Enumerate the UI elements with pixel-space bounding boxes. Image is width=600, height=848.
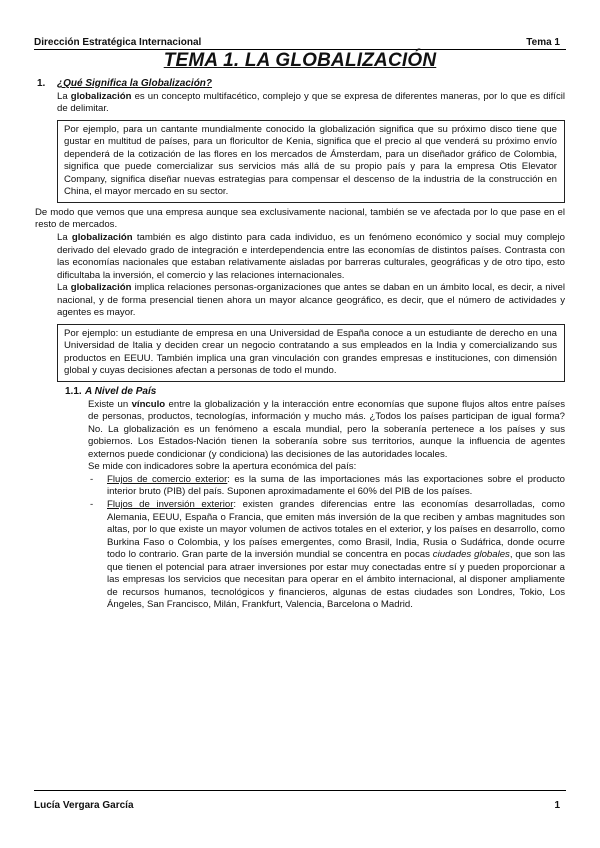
subsection-number: 1.1.: [65, 386, 82, 398]
indicator-list: [88, 474, 565, 612]
bold-term: globalización: [70, 90, 132, 102]
subsection-title: A Nivel de País: [85, 386, 157, 398]
paragraph-definition: La globalización es un concepto multifacético, complejo y que se expresa de diferentes maneras, por lo que es difícil de delimitar.: [57, 90, 566, 115]
list-item: - Flujos de comercio exterior: es la suma de las importaciones más las exportaciones sobre el producto interior bruto (PIB) del país. Suponen aproximadamente el 60% del PIB de los países.: [90, 473, 565, 498]
subsection-heading-1-1: [35, 386, 565, 399]
bold-term: globalización: [71, 232, 133, 244]
list-term: Flujos de comercio exterior: [107, 473, 228, 485]
section-heading-1: [35, 78, 565, 91]
footer-divider: [34, 790, 566, 791]
section-title: ¿Qué Significa la Globalización?: [57, 78, 213, 89]
bold-term: globalización: [70, 282, 132, 294]
document-body: [35, 78, 565, 612]
example-box-1: Por ejemplo, para un cantante mundialmente conocido la globalización significa que su próximo disco tiene que gustar en multitud de países, para un floricultor de Kenia, significa que el precio al que venderá su próximo envío dependerá de la cotización de las flores en los mercados de Ámsterdam, para un diseñador gráfico de Colombia, significa que puede comercializar sus servicios más allá de su propio país y para la empresa Otis Elevator Company, significa diseñar nuevas estrategias para compensar el descenso de la industria de la construcción en China, el mayor mercado en su sector.: [57, 120, 565, 203]
dash-bullet: -: [90, 473, 94, 485]
list-item: - Flujos de inversión exterior: existen grandes diferencias entre las economías desarrolladas, como Alemania, EEUU, España o Francia, que emiten más inversión de la que reciben y ambas magnitudes son altas, por lo que existe un mayor volumen de activos totales en el exterior, y los países en desarrollo, como Burkina Faso o Colombia, y los países emergentes, como Brasil, India, Rusia o Sudáfrica, donde ocurre todo lo contrario. Gran parte de la inversión mundial se concentra en pocas ciudades globales, que son las que tienen el potencial para atraer inversiones por estar muy conectadas entre sí y pueden proporcionar a las empresas los servicios que necesitan para operar en el ámbito internacional, al disponer ampliamente de recursos humanos, tecnológicos y financieros, algunas de estas ciudades son Londres, Tokio, Los Ángeles, San Francisco, Milán, Frankfurt, Valencia, Barcelona o Madrid.: [90, 498, 565, 611]
paragraph-indicators-intro: Se mide con indicadores sobre la apertura económica del país:: [88, 461, 357, 473]
bold-term: vínculo: [131, 398, 166, 410]
dash-bullet: -: [90, 498, 94, 510]
paragraph-national-company: De modo que vemos que una empresa aunque sea exclusivamente nacional, también se ve afectada por lo que pase en el resto de mercados.: [35, 206, 565, 231]
paragraph-link: Existe un vínculo entre la globalización y la interacción entre economías que supone flujos altos entre países de personas, productos, tecnologías, información y mucho más. ¿Todos los países participan de igual forma? No. La globalización es un fenómeno a escala mundial, pero la soberanía pertenece a los países y sus gobiernos. Los Estados-Nación tienen la soberanía sobre sus territorios, aunque la influencia de agentes externos puede condicionar (y condiciona) las decisiones de las autoridades locales.: [88, 398, 565, 460]
page-number: 1: [554, 800, 560, 811]
paragraph-relations: La globalización implica relaciones personas-organizaciones que antes se daban en un ámbito local, es decir, a nivel nacional, y de forma presencial tienen ahora un mayor alcance geográfico, es decir, que el número de actividades y agentes es mayor.: [57, 282, 565, 319]
page-title: TEMA 1. LA GLOBALIZACIÓN: [163, 50, 437, 71]
header-unit-label: Tema 1: [526, 37, 560, 48]
example-box-2: Por ejemplo: un estudiante de empresa en una Universidad de España conoce a un estudiante de derecho en una Universidad de Italia y deciden crear un negocio contratando a sus empleados en la India y comercializando sus productos en EEUU. También implica una gran vinculación con grandes empresas e instituciones, con dimensión global y cuyas decisiones afectan a personas de todo el mundo.: [57, 324, 565, 382]
subsection-body: [35, 399, 565, 612]
header-course-title: Dirección Estratégica Internacional: [34, 37, 202, 48]
footer-author: Lucía Vergara García: [34, 800, 134, 811]
italic-term: ciudades globales: [432, 549, 510, 561]
paragraph-phenomenon: La globalización también es algo distinto para cada individuo, es un fenómeno económico y social muy complejo derivado del elevado grado de integración e interdependencia entre las economías de distintos países. Contrasta con las economías nacionales que estaban relativamente aisladas por barreras culturales, geográficas y de otro tipo, esto dificultaba la inversión, el comercio y las relaciones internacionales.: [57, 232, 565, 281]
list-term: Flujos de inversión exterior: [107, 498, 234, 510]
section-number: 1.: [37, 78, 46, 89]
